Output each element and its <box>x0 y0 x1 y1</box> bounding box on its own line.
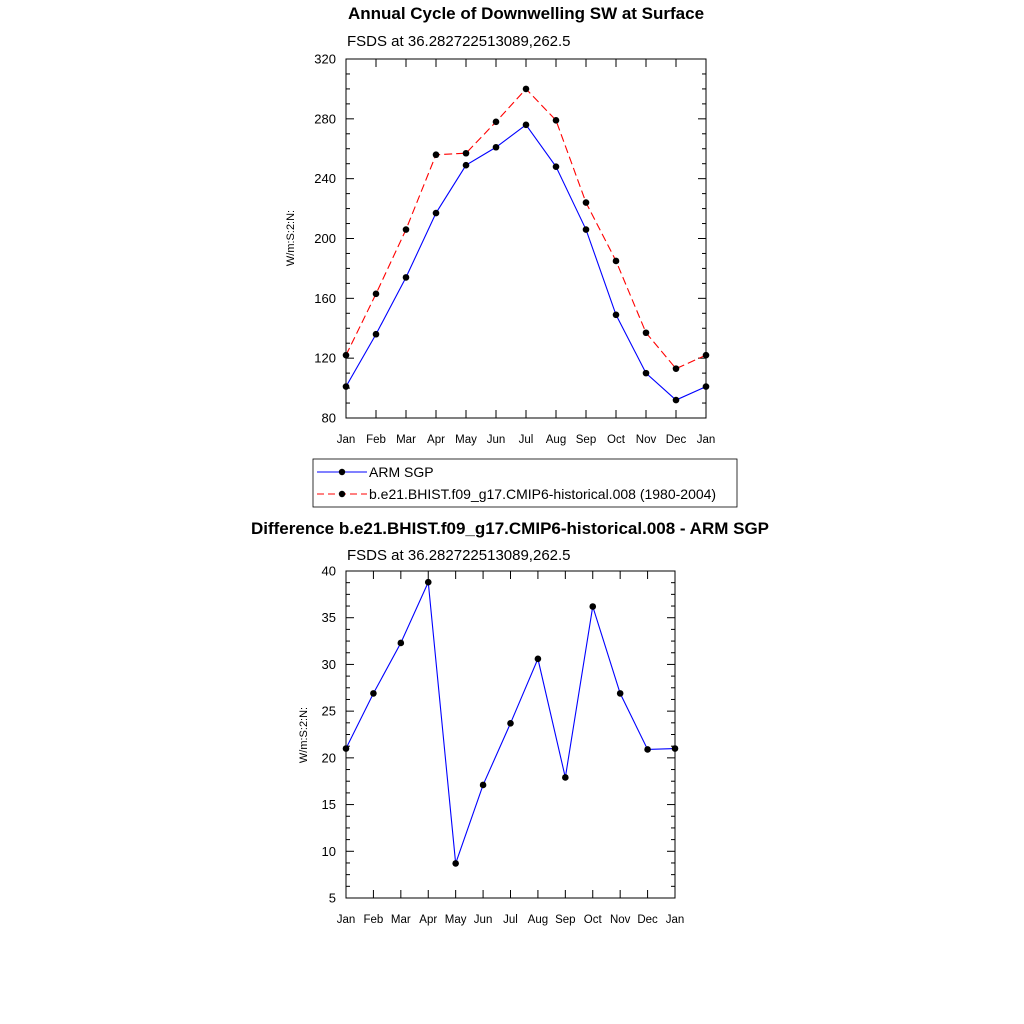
bottom-ytick-label: 20 <box>321 750 336 766</box>
top-series-line-1 <box>346 89 706 369</box>
bottom-ytick-label: 10 <box>321 843 336 859</box>
legend-label-model: b.e21.BHIST.f09_g17.CMIP6-historical.008 (1980-2004) <box>369 486 717 502</box>
top-data-point <box>343 383 350 390</box>
bottom-xtick-label: Mar <box>390 914 411 926</box>
bottom-ytick-label: 15 <box>321 797 336 813</box>
bottom-data-point <box>617 690 624 697</box>
bottom-ytick-label: 25 <box>321 703 336 719</box>
top-data-point <box>673 397 680 404</box>
legend-marker-arm <box>339 469 345 475</box>
bottom-xtick-label: Feb <box>363 914 384 926</box>
bottom-data-point <box>452 860 459 867</box>
bottom-data-point <box>562 774 569 781</box>
bottom-ytick-label: 35 <box>321 610 336 626</box>
bottom-data-point <box>480 782 487 789</box>
top-data-point <box>703 352 710 359</box>
top-data-point <box>403 274 410 281</box>
legend-marker-model <box>339 491 345 497</box>
top-xtick-label: Aug <box>545 434 567 446</box>
top-series-line-0 <box>346 125 706 400</box>
top-data-point <box>643 370 650 377</box>
top-xtick-label: Jun <box>486 434 506 446</box>
top-data-point <box>373 331 380 338</box>
bottom-xtick-label: Dec <box>637 914 658 926</box>
top-xtick-label: Oct <box>607 434 625 446</box>
top-xtick-label: Dec <box>665 434 687 446</box>
top-data-point <box>463 150 470 157</box>
bottom-xtick-label: Jul <box>503 914 518 926</box>
bottom-xtick-label: Nov <box>609 914 631 926</box>
top-xtick-label: Jan <box>696 434 716 446</box>
bottom-data-point <box>672 745 679 752</box>
top-data-point <box>343 352 350 359</box>
bottom-data-point <box>343 745 350 752</box>
top-chart-subtitle: FSDS at 36.282722513089,262.5 <box>347 33 571 50</box>
top-plot-area <box>314 52 715 447</box>
bottom-xtick-label: Jan <box>336 914 356 926</box>
top-ytick-label: 200 <box>314 231 336 246</box>
bottom-xtick-label: May <box>444 914 467 926</box>
bottom-ytick-label: 30 <box>321 656 336 672</box>
bottom-data-point <box>589 603 596 610</box>
top-data-point <box>643 329 650 336</box>
bottom-data-point <box>425 579 432 586</box>
top-data-point <box>613 311 620 318</box>
top-data-point <box>523 122 530 129</box>
bottom-data-point <box>535 656 542 663</box>
top-data-point <box>403 226 410 233</box>
bottom-ytick-label: 5 <box>328 890 336 906</box>
bottom-chart-title: Difference b.e21.BHIST.f09_g17.CMIP6-historical.008 - ARM SGP <box>250 519 770 538</box>
bottom-data-point <box>398 640 405 647</box>
bottom-plot-frame <box>346 571 675 898</box>
bottom-chart-subtitle: FSDS at 36.282722513089,262.5 <box>347 547 571 564</box>
bottom-xtick-label: Oct <box>583 914 602 926</box>
top-xtick-label: Nov <box>635 434 657 446</box>
bottom-xtick-label: Aug <box>527 914 549 926</box>
top-data-point <box>433 151 440 158</box>
top-data-point <box>583 226 590 233</box>
legend <box>313 459 737 507</box>
top-data-point <box>493 144 500 151</box>
bottom-xtick-label: Sep <box>555 914 576 926</box>
top-xtick-label: Apr <box>427 434 445 446</box>
top-data-point <box>523 86 530 93</box>
bottom-data-point <box>507 720 514 727</box>
top-ytick-label: 320 <box>314 51 336 67</box>
top-data-point <box>553 117 560 124</box>
top-ytick-label: 280 <box>314 111 336 127</box>
bottom-chart-ylabel: W/m:S:2:N: <box>298 706 310 764</box>
top-data-point <box>493 119 500 126</box>
bottom-xtick-label: Apr <box>419 914 438 926</box>
top-data-point <box>583 199 590 206</box>
top-chart-ylabel: W/m:S:2:N: <box>285 209 297 267</box>
top-ytick-label: 80 <box>321 410 336 426</box>
bottom-xtick-label: Jun <box>473 914 493 926</box>
top-ytick-label: 120 <box>314 350 336 366</box>
top-data-point <box>703 383 710 390</box>
top-data-point <box>553 163 560 170</box>
top-data-point <box>433 210 440 217</box>
top-data-point <box>463 162 470 169</box>
top-xtick-label: Feb <box>366 434 386 446</box>
top-data-point <box>373 291 380 298</box>
top-data-point <box>673 365 680 372</box>
top-plot-frame <box>346 59 706 418</box>
top-ytick-label: 240 <box>314 171 336 187</box>
top-chart <box>285 4 715 446</box>
bottom-data-point <box>644 746 651 753</box>
top-xtick-label: Mar <box>396 434 416 446</box>
bottom-plot-area <box>322 564 685 927</box>
bottom-xtick-label: Jan <box>665 914 685 926</box>
top-data-point <box>613 258 620 265</box>
bottom-data-point <box>370 690 377 697</box>
legend-label-arm: ARM SGP <box>369 464 434 480</box>
bottom-chart <box>251 519 769 926</box>
top-ytick-label: 160 <box>314 290 336 306</box>
top-xtick-label: Jul <box>518 434 534 446</box>
top-chart-title: Annual Cycle of Downwelling SW at Surface <box>347 4 705 23</box>
top-xtick-label: Jan <box>336 434 356 446</box>
top-xtick-label: May <box>455 434 477 446</box>
top-xtick-label: Sep <box>575 434 597 446</box>
bottom-ytick-label: 40 <box>321 563 336 579</box>
